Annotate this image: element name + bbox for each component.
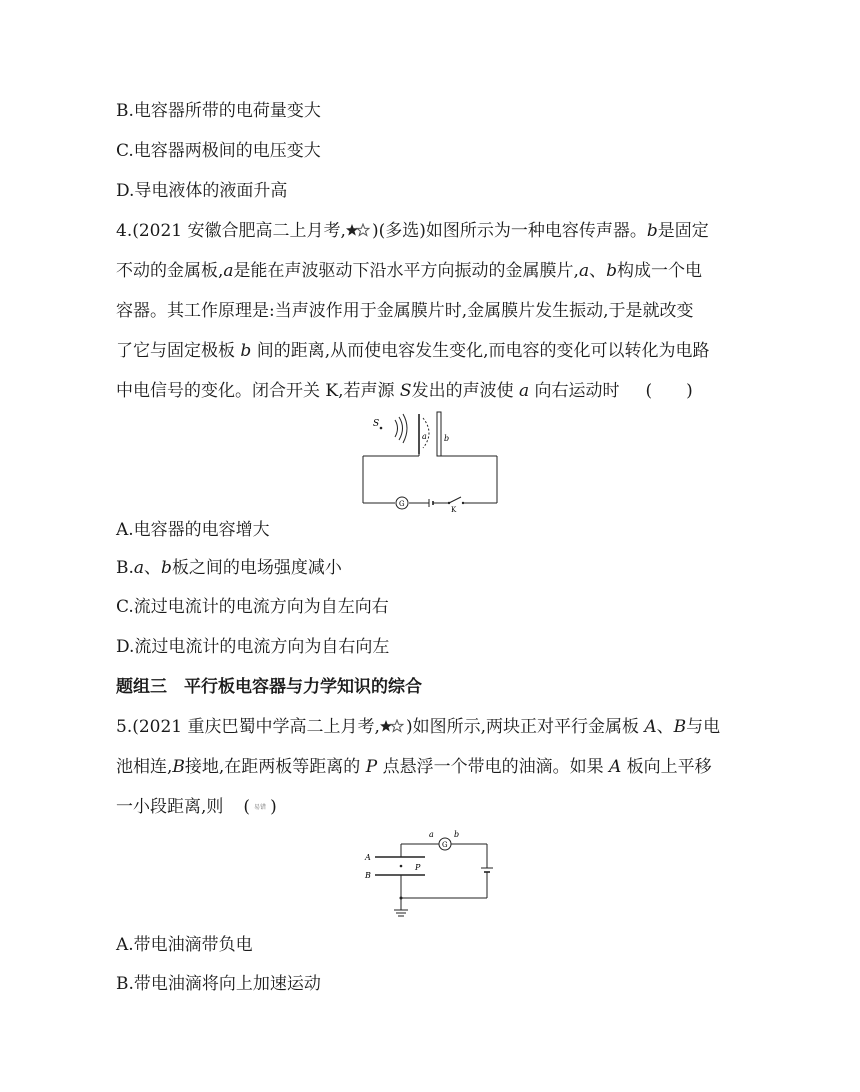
- section-heading: 题组三 平行板电容器与力学知识的综合: [116, 677, 422, 697]
- point-p-label: P: [415, 863, 421, 872]
- q4-option-d: D.流过电流计的电流方向为自右向左: [116, 637, 390, 657]
- q5-stem-line-3: 一小段距离,则 ( 易错 ): [116, 797, 277, 817]
- difficulty-stars-icon: [380, 719, 406, 733]
- answer-bracket: ( ): [645, 381, 693, 401]
- galvanometer-label: G: [442, 841, 448, 849]
- label-s: S: [373, 419, 380, 429]
- galvanometer-label: G: [399, 500, 405, 508]
- q3-option-d: D.导电液体的液面升高: [116, 181, 288, 201]
- plate-a-label: A: [365, 853, 371, 862]
- q4-option-b: B.a、b板之间的电场强度减小: [116, 558, 342, 578]
- difficulty-stars-icon: [346, 223, 372, 237]
- q5-circuit-figure: [363, 826, 503, 922]
- q4-stem-line-5: 中电信号的变化。闭合开关 K,若声源 S发出的声波使 a 向右运动时 ( ): [116, 381, 693, 401]
- label-a: a: [422, 432, 427, 441]
- label-a: a: [429, 830, 434, 839]
- switch-label: K: [451, 506, 457, 514]
- q4-option-c: C.流过电流计的电流方向为自左向右: [116, 597, 389, 617]
- plate-b-label: B: [365, 871, 371, 880]
- label-b: b: [444, 434, 450, 443]
- q4-stem-line-2: 不动的金属板,a是能在声波驱动下沿水平方向振动的金属膜片,a、b构成一个电: [116, 261, 702, 281]
- q5-option-a: A.带电油滴带负电: [116, 935, 253, 955]
- q5-stem-line-1: 5.(2021 重庆巴蜀中学高二上月考, )如图所示,两块正对平行金属板 A、B与电: [116, 717, 721, 737]
- q5-option-b: B.带电油滴将向上加速运动: [116, 974, 321, 994]
- error-prone-tag: 易错: [254, 803, 267, 811]
- q4-option-a: A.电容器的电容增大: [116, 520, 270, 540]
- q4-stem-line-3: 容器。其工作原理是:当声波作用于金属膜片时,金属膜片发生振动,于是就改变: [116, 301, 694, 321]
- q3-option-c: C.电容器两极间的电压变大: [116, 141, 321, 161]
- q4-circuit-figure: [355, 410, 505, 514]
- label-b: b: [454, 830, 460, 839]
- q3-option-b: B.电容器所带的电荷量变大: [116, 101, 321, 121]
- q4-stem-line-1: 4.(2021 安徽合肥高二上月考, )(多选)如图所示为一种电容传声器。b是固定: [116, 221, 709, 241]
- q4-stem-line-4: 了它与固定极板 b 间的距离,从而使电容发生变化,而电容的变化可以转化为电路: [116, 341, 710, 361]
- q5-stem-line-2: 池相连,B接地,在距两板等距离的 P 点悬浮一个带电的油滴。如果 A 板向上平移: [116, 757, 712, 777]
